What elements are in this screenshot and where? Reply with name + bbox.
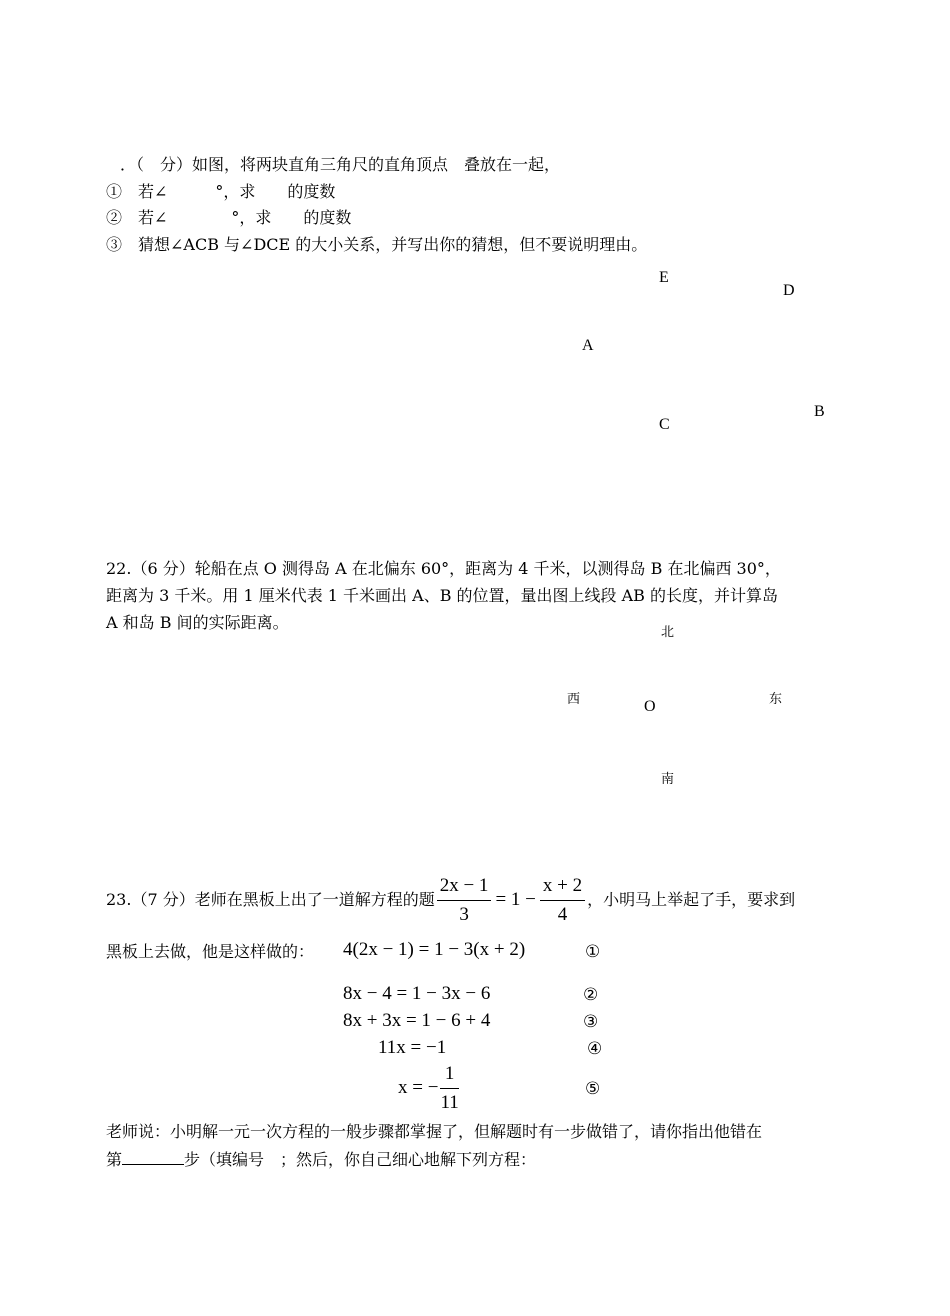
step-3-expression: 8x + 3x = 1 − 6 + 4 [343,1010,491,1031]
step-4-marker: ④ [587,1039,603,1059]
step-2-expression: 8x − 4 = 1 − 3x − 6 [343,983,491,1004]
problem-num-right: x + 2 [540,875,585,901]
q22-line-1: 22.（6 分）轮船在点 O 测得岛 A 在北偏东 60°，距离为 4 千米，以测得岛 B 在北偏西 30°， [106,559,781,578]
step-3-marker: ③ [583,1012,599,1032]
step-5-den: 11 [440,1091,459,1113]
problem-fraction-right [540,875,585,926]
q23-problem-equation [435,875,587,926]
point-label-b: B [814,403,825,420]
answer-blank[interactable] [122,1148,184,1165]
point-label-c: C [659,416,670,433]
problem-den-left: 3 [459,903,469,925]
compass-west: 西 [567,692,581,707]
step-5-expression [398,1063,461,1113]
step-5-fraction [440,1063,458,1114]
problem-middle: = 1 − [495,889,536,910]
q23-teacher-line-2 [106,1148,536,1171]
q23-intro-tail: ，小明马上举起了手，要求到 [587,890,796,909]
teacher-line-2-start: 第 [106,1150,123,1169]
compass-north: 北 [661,625,675,640]
step-5-marker: ⑤ [585,1079,601,1099]
compass-east: 东 [769,692,783,707]
point-label-e: E [659,269,669,286]
q23-line-2: 黑板上去做，他是这样做的： [106,942,315,961]
compass-origin: O [644,698,656,715]
q21-header: ．（ 分）如图，将两块直角三角尺的直角顶点 叠放在一起， [120,155,561,174]
teacher-line-2-end: 步（填编号 ；然后，你自己细心地解下列方程： [184,1150,537,1169]
q23-intro [106,874,795,926]
q21-item-3: ③ 猜想∠ACB 与∠DCE 的大小关系，并写出你的猜想，但不要说明理由。 [106,235,648,254]
q23-teacher-line-1: 老师说：小明解一元一次方程的一般步骤都掌握了，但解题时有一步做错了，请你指出他错在 [106,1122,763,1141]
step-1-marker: ① [585,942,601,962]
step-5-num: 1 [440,1063,458,1089]
step-1-expression: 4(2x − 1) = 1 − 3(x + 2) [343,939,526,960]
q22-line-3: A 和岛 B 间的实际距离。 [106,613,289,632]
step-4-expression: 11x = −1 [378,1037,447,1058]
problem-num-left: 2x − 1 [437,875,492,901]
q23-intro-text: 23.（7 分）老师在黑板上出了一道解方程的题 [106,890,435,909]
compass-south: 南 [661,772,675,787]
point-label-a: A [582,337,594,354]
q21-item-2: ② 若∠ °，求 的度数 [106,208,352,227]
step-5-lhs: x = − [398,1077,439,1098]
step-2-marker: ② [583,985,599,1005]
problem-den-right: 4 [557,903,568,925]
point-label-d: D [783,282,795,299]
problem-fraction-left [437,875,492,926]
q22-line-2: 距离为 3 千米。用 1 厘米代表 1 千米画出 A、B 的位置，量出图上线段 AB 的长度，并计算岛 [106,586,779,605]
q21-item-1: ① 若∠ °，求 的度数 [106,182,336,201]
